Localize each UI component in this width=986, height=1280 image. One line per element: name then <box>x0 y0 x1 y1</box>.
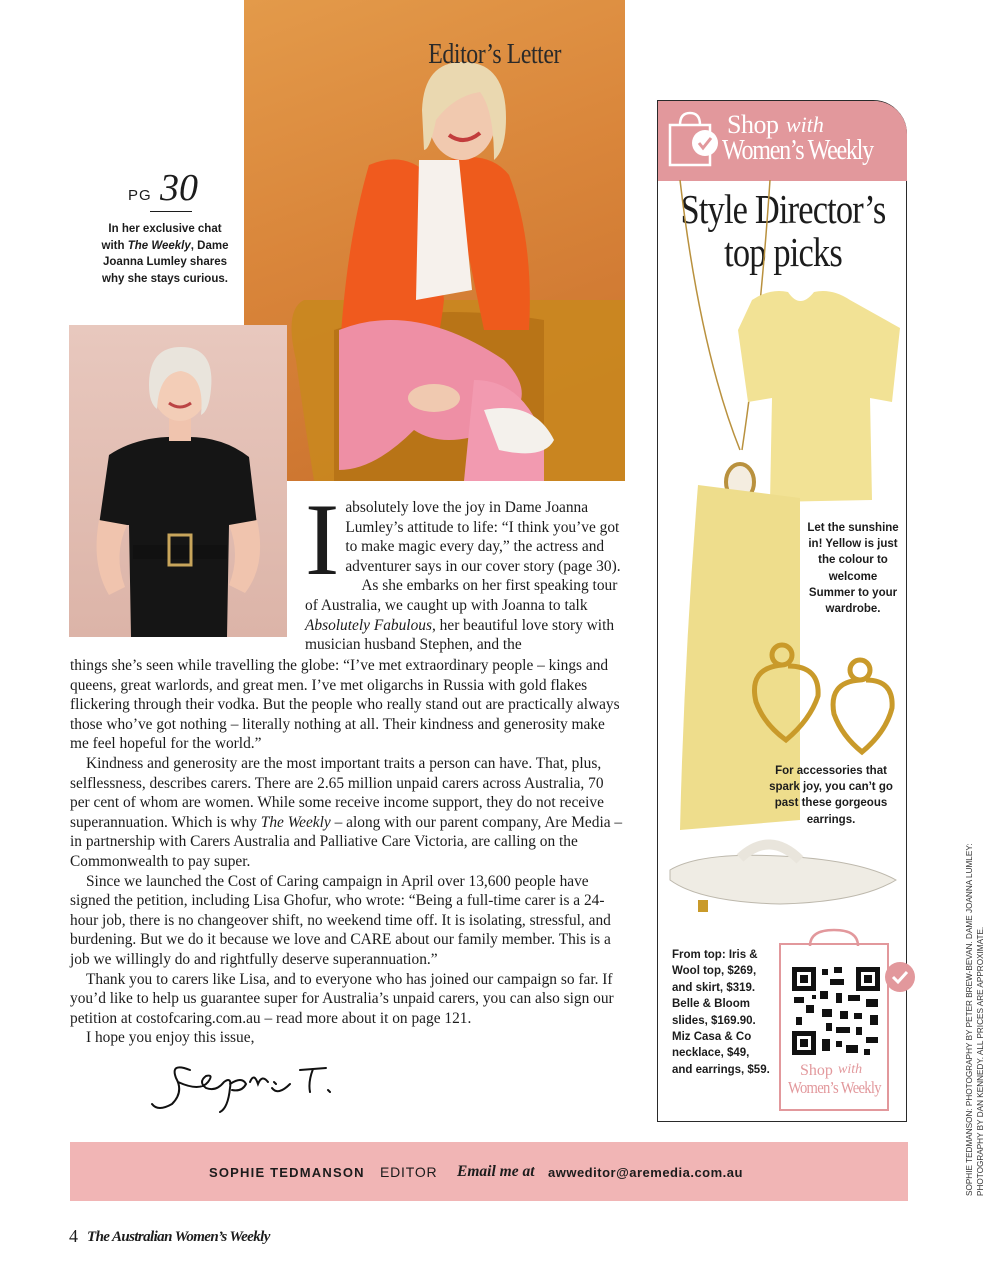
letter-paragraph-4: Since we launched the Cost of Caring campaign in April over 13,600 people have signed the petition, including Lisa Ghofur, who wrote: “Being a full-time carer is a 24-hour job, there is no changeover shift, no weekend time off. It is isolating, stressful, and burdening. But we do it because we love and CARE about our family member. This is a job we willingly do and rightfully deserve superannuation.” <box>70 872 611 968</box>
editor-portrait <box>69 325 287 637</box>
letter-paragraph-5: Thank you to carers like Lisa, and to everyone who has joined our campaign so far. If you’d like to help us guarantee super for Australia’s unpaid carers, you can also sign our petition at costofcaring.com.au – read more about it on page 121. <box>70 970 614 1027</box>
letter-paragraph-1: absolutely love the joy in Dame Joanna Lumley’s attitude to life: “I think you’ve got to make magic every day,” the actress and adventurer says in our cover story (page 30). <box>345 499 621 575</box>
qr-shop-word: Shop <box>800 1062 833 1079</box>
page-number: 4 <box>69 1226 78 1246</box>
shopping-bag-check-icon <box>664 111 724 169</box>
photo-credit: SOPHIE TEDMANSON: PHOTOGRAPHY BY PETER BREW-BEVAN. DAME JOANNA LUMLEY: PHOTOGRAPHY BY DAN KENNEDY. ALL PRICES ARE APPROXIMATE. <box>965 843 985 1196</box>
hero-illustration <box>244 0 625 481</box>
drop-cap: I <box>305 483 340 597</box>
letter-paragraph-3: Kindness and generosity are the most important traits a person can have. That, plus, selflessness, describes carers. There are 2.65 million unpaid carers across Australia, 70 per cent of whom are women. While some receive income support, they do not receive superannuation. Which is why The Weekly – along with our parent company, Are Media – in partnership with Carers Australia and Palliative Care Victoria, are calling on the Commonwealth to pay super. <box>70 754 623 870</box>
shop-word: Shop <box>727 110 779 139</box>
accessories-caption: For accessories that spark joy, you can’t go past these gorgeous earrings. <box>769 765 893 826</box>
editor-name: SOPHIE TEDMANSON <box>209 1165 365 1180</box>
page-ref-number: 30 <box>160 167 198 209</box>
hero-photo <box>244 0 625 481</box>
qr-code[interactable] <box>790 965 882 1057</box>
publication-name: The Australian Women’s Weekly <box>87 1229 270 1245</box>
editor-email-link[interactable]: awweditor@aremedia.com.au <box>548 1165 743 1180</box>
email-label: Email me at <box>457 1163 535 1180</box>
check-badge-icon <box>884 961 916 993</box>
shop-brand: Women’s Weekly <box>722 135 873 166</box>
product-credits: From top: Iris & Wool top, $269, and skirt, $319. Belle & Bloom slides, $169.90. Miz Casa & Co necklace, $49, and earrings, $59. <box>672 949 770 1076</box>
page-ref-rule <box>150 211 192 212</box>
section-title: Editor’s Letter <box>428 38 562 70</box>
qr-with-word: with <box>838 1062 863 1077</box>
editor-illustration <box>69 325 287 637</box>
editor-role: EDITOR <box>380 1164 438 1180</box>
letter-paragraph-6: I hope you enjoy this issue, <box>86 1029 255 1047</box>
letter-paragraph-2-continued: things she’s seen while travelling the globe: “I’ve met extraordinary people – kings and queens, great warlords, and great men. I’ve met oligarchs in Russia with gold flakes flickering through their vodka. But the people who really stand out are practically always those who’ve got nothing – literally nothing at all. Their kindness and generosity make me feel hopeful for the world.” <box>70 657 620 753</box>
shop-with: with <box>786 112 824 137</box>
qr-brand: Women’s Weekly <box>788 1078 881 1097</box>
bag-handle-icon <box>806 928 862 946</box>
sunshine-caption: Let the sunshine in! Yellow is just the colour to welcome Summer to your wardrobe. <box>807 522 899 616</box>
page-ref-label: PG <box>128 187 152 204</box>
signature-graphic <box>150 1052 340 1114</box>
style-director-title: Style Director’s top picks <box>680 186 886 275</box>
letter-column-full <box>70 656 626 1048</box>
teaser-caption: In her exclusive chat with The Weekly, Dame Joanna Lumley shares why she stays curious. <box>101 223 229 285</box>
letter-paragraph-2: As she embarks on her first speaking tour of Australia, we caught up with Joanna to talk Absolutely Fabulous, her beautiful love story with musician husband Stephen, and the <box>305 577 618 654</box>
letter-column-top <box>305 483 625 655</box>
